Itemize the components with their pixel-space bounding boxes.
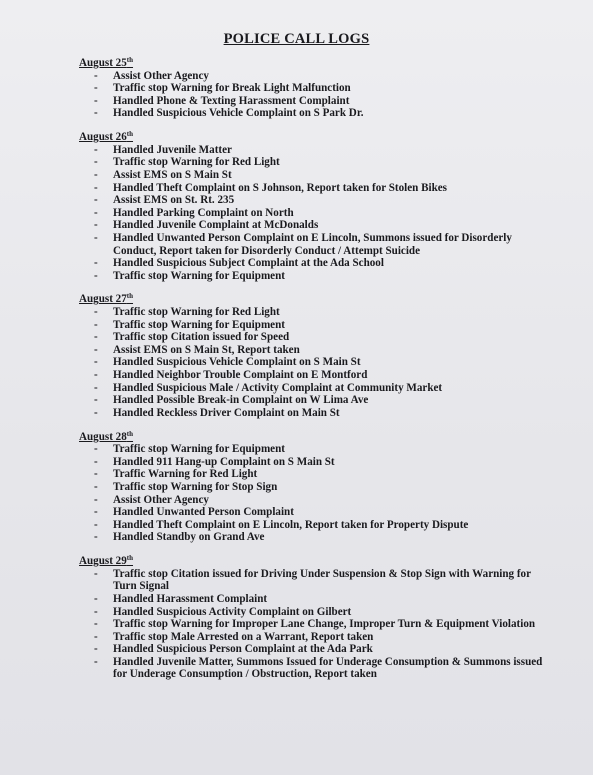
call-list (79, 144, 549, 283)
bullet-dash: - (94, 257, 98, 270)
bullet-dash: - (94, 406, 98, 419)
call-entry-text: Handled Suspicious Activity Complaint on Gilbert (113, 605, 352, 618)
call-entry (79, 643, 549, 656)
bullet-dash: - (94, 343, 98, 356)
call-entry-text: Traffic stop Warning for Break Light Malfunction (113, 82, 351, 95)
bullet-dash: - (94, 269, 98, 282)
date-text: August 25 (79, 57, 127, 69)
bullet-dash: - (94, 156, 98, 169)
call-entry (79, 656, 549, 681)
bullet-dash: - (94, 443, 98, 456)
bullet-dash: - (94, 480, 98, 493)
bullet-dash: - (94, 592, 98, 605)
date-suffix: th (126, 429, 134, 438)
section-date (79, 131, 549, 144)
call-entry (79, 82, 549, 95)
bullet-dash: - (94, 231, 98, 244)
call-entry-text: Handled Suspicious Vehicle Complaint on S Park Dr. (113, 107, 364, 120)
date-suffix: th (126, 130, 134, 139)
call-entry-text: Handled Suspicious Vehicle Complaint on S Main St (113, 356, 361, 369)
call-entry (79, 506, 549, 519)
call-entry (79, 356, 549, 369)
call-entry (79, 219, 549, 232)
bullet-dash: - (94, 506, 98, 519)
call-entry-text: Traffic stop Warning for Improper Lane Change, Improper Turn & Equipment Violation (113, 618, 536, 631)
call-entry (79, 95, 549, 108)
bullet-dash: - (94, 369, 98, 382)
call-entry-text: Handled Unwanted Person Complaint on E Lincoln, Summons issued for Disorderly Conduct, Report taken for Disorderly Conduct / Attempt Suicide (113, 231, 512, 257)
call-entry-text: Handled Possible Break-in Complaint on W Lima Ave (113, 394, 369, 407)
call-entry-text: Handled Suspicious Male / Activity Complaint at Community Market (113, 381, 443, 394)
call-entry-text: Handled Juvenile Matter, Summons Issued for Underage Consumption & Summons issued for Underage Consumption / Obstruction, Report taken (113, 655, 543, 681)
bullet-dash: - (94, 455, 98, 468)
call-entry-text: Handled Unwanted Person Complaint (113, 506, 294, 519)
call-entry-text: Traffic Warning for Red Light (113, 468, 258, 481)
call-entry-text: Handled Reckless Driver Complaint on Main St (113, 406, 340, 419)
bullet-dash: - (94, 82, 98, 95)
date-suffix: th (126, 56, 134, 64)
call-entry (79, 593, 549, 606)
section-date (79, 57, 549, 70)
bullet-dash: - (94, 94, 98, 107)
call-entry-text: Handled Parking Complaint on North (113, 206, 294, 219)
date-section (79, 57, 549, 120)
call-entry-text: Traffic stop Warning for Equipment (113, 318, 285, 331)
bullet-dash: - (94, 493, 98, 506)
call-entry-text: Assist EMS on S Main St, Report taken (113, 343, 300, 356)
call-entry (79, 344, 549, 357)
call-entry (79, 606, 549, 619)
call-entry (79, 207, 549, 220)
call-entry (79, 270, 549, 283)
call-entry (79, 456, 549, 469)
call-entry-text: Traffic stop Warning for Red Light (113, 306, 280, 319)
call-entry (79, 70, 549, 83)
page-title: POLICE CALL LOGS (223, 31, 370, 47)
call-entry-text: Handled Standby on Grand Ave (113, 531, 265, 544)
bullet-dash: - (94, 181, 98, 194)
call-entry-text: Handled Theft Complaint on S Johnson, Report taken for Stolen Bikes (113, 181, 447, 194)
date-suffix: th (126, 292, 134, 301)
call-entry (79, 468, 549, 481)
call-entry (79, 394, 549, 407)
call-list (79, 443, 549, 544)
call-entry-text: Handled Neighbor Trouble Complaint on E Montford (113, 369, 368, 382)
date-text: August 27 (79, 293, 127, 306)
call-entry-text: Traffic stop Citation issued for Driving Under Suspension & Stop Sign with Warning for Turn Signal (113, 567, 531, 593)
call-entry-text: Handled Juvenile Matter (113, 143, 232, 156)
section-date (79, 431, 549, 444)
call-entry (79, 369, 549, 382)
date-text: August 28 (79, 430, 127, 443)
date-text: August 29 (79, 555, 127, 568)
call-entry-text: Traffic stop Male Arrested on a Warrant, Report taken (113, 630, 374, 643)
bullet-dash: - (94, 143, 98, 156)
call-entry-text: Handled Suspicious Subject Complaint at the Ada School (113, 257, 384, 270)
call-entry (79, 144, 549, 157)
call-entry-text: Traffic stop Warning for Stop Sign (113, 480, 278, 493)
bullet-dash: - (94, 643, 98, 656)
bullet-dash: - (94, 381, 98, 394)
call-entry (79, 382, 549, 395)
bullet-dash: - (94, 630, 98, 643)
call-entry (79, 331, 549, 344)
call-entry-text: Handled Phone & Texting Harassment Complaint (113, 94, 350, 107)
call-entry (79, 407, 549, 420)
call-entry (79, 481, 549, 494)
call-entry (79, 169, 549, 182)
call-log-content (79, 57, 549, 692)
bullet-dash: - (94, 194, 98, 207)
call-list (79, 70, 549, 120)
call-entry (79, 156, 549, 169)
bullet-dash: - (94, 356, 98, 369)
call-entry (79, 319, 549, 332)
bullet-dash: - (94, 331, 98, 344)
date-section (79, 131, 549, 282)
bullet-dash: - (94, 468, 98, 481)
date-section (79, 293, 549, 419)
call-entry (79, 443, 549, 456)
call-entry-text: Traffic stop Warning for Equipment (113, 269, 285, 282)
call-entry-text: Traffic stop Warning for Red Light (113, 156, 280, 169)
bullet-dash: - (94, 394, 98, 407)
bullet-dash: - (94, 219, 98, 232)
bullet-dash: - (94, 567, 98, 580)
date-section (79, 555, 549, 681)
bullet-dash: - (94, 206, 98, 219)
bullet-dash: - (94, 69, 98, 82)
bullet-dash: - (94, 655, 98, 668)
call-entry (79, 194, 549, 207)
call-entry-text: Handled Harassment Complaint (113, 592, 268, 605)
call-entry (79, 618, 549, 631)
section-date (79, 293, 549, 306)
section-date (79, 555, 549, 568)
call-list (79, 568, 549, 681)
call-entry (79, 306, 549, 319)
date-suffix: th (126, 554, 134, 563)
bullet-dash: - (94, 107, 98, 120)
call-list (79, 306, 549, 419)
call-entry (79, 494, 549, 507)
date-text: August 26 (79, 131, 127, 144)
call-entry-text: Assist EMS on St. Rt. 235 (113, 194, 235, 207)
call-entry (79, 531, 549, 544)
call-entry-text: Handled Juvenile Complaint at McDonalds (113, 219, 319, 232)
bullet-dash: - (94, 318, 98, 331)
bullet-dash: - (94, 618, 98, 631)
call-entry-text: Handled Suspicious Person Complaint at the Ada Park (113, 643, 373, 656)
bullet-dash: - (94, 518, 98, 531)
call-entry (79, 519, 549, 532)
sections-container (79, 57, 549, 681)
call-entry-text: Traffic stop Citation issued for Speed (113, 331, 290, 344)
call-entry (79, 232, 549, 257)
call-entry-text: Assist EMS on S Main St (113, 168, 232, 181)
call-entry (79, 631, 549, 644)
bullet-dash: - (94, 306, 98, 319)
call-entry-text: Handled Theft Complaint on E Lincoln, Report taken for Property Dispute (113, 518, 469, 531)
bullet-dash: - (94, 531, 98, 544)
call-entry (79, 257, 549, 270)
call-entry-text: Assist Other Agency (113, 493, 209, 506)
call-entry (79, 568, 549, 593)
call-entry-text: Handled 911 Hang-up Complaint on S Main St (113, 455, 335, 468)
bullet-dash: - (94, 168, 98, 181)
call-entry (79, 182, 549, 195)
call-entry-text: Assist Other Agency (113, 69, 209, 82)
call-entry-text: Traffic stop Warning for Equipment (113, 443, 285, 456)
bullet-dash: - (94, 605, 98, 618)
date-section (79, 431, 549, 544)
call-entry (79, 107, 549, 120)
